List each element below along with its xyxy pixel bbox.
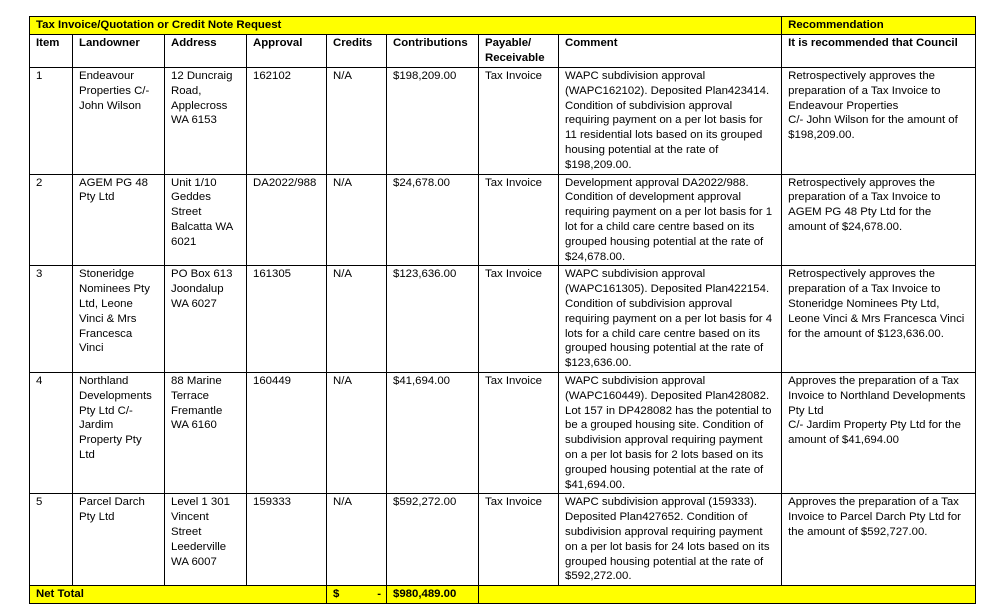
recommendation-title: Recommendation [782, 17, 976, 35]
table-title-row [30, 17, 976, 35]
row-contributions: $24,678.00 [387, 174, 479, 266]
row-payable: Tax Invoice [479, 266, 559, 373]
row-credits: N/A [327, 266, 387, 373]
row-approval: 161305 [247, 266, 327, 373]
col-header-contributions: Contributions [387, 35, 479, 68]
table-row [30, 174, 976, 266]
row-contributions: $198,209.00 [387, 68, 479, 175]
row-approval: 160449 [247, 372, 327, 493]
row-comment: WAPC subdivision approval (159333). Deposited Plan427652. Condition of subdivision approval requiring payment on a per lot basis for 24 lots based on its grouped housing potential at the rate of $592,272.00. [559, 494, 782, 586]
col-header-address: Address [165, 35, 247, 68]
col-header-payable: Payable/ Receivable [479, 35, 559, 68]
row-recommendation: Retrospectively approves the preparation of a Tax Invoice to Stoneridge Nominees Pty Ltd, Leone Vinci & Mrs Francesca Vinci for the amount of $123,636.00. [782, 266, 976, 373]
net-total-contributions: $980,489.00 [387, 586, 479, 604]
net-total-filler [479, 586, 976, 604]
table-row [30, 494, 976, 586]
net-total-row [30, 586, 976, 604]
row-item: 5 [30, 494, 73, 586]
row-address: PO Box 613 Joondalup WA 6027 [165, 266, 247, 373]
col-header-comment: Comment [559, 35, 782, 68]
net-total-credits [327, 586, 387, 604]
row-comment: WAPC subdivision approval (WAPC161305). Deposited Plan422154. Condition of subdivision approval requiring payment on a per lot basis for 4 lots for a child care centre based on its grouped housing potential at the rate of $123,636.00. [559, 266, 782, 373]
row-contributions: $592,272.00 [387, 494, 479, 586]
invoice-request-table-wrapper [29, 16, 976, 604]
row-approval: 159333 [247, 494, 327, 586]
row-comment: WAPC subdivision approval (WAPC162102). Deposited Plan423414. Condition of subdivision approval requiring payment on a per lot basis for 11 residential lots based on its grouped housing potential at the rate of $198,209.00. [559, 68, 782, 175]
row-landowner: Endeavour Properties C/- John Wilson [73, 68, 165, 175]
row-recommendation: Retrospectively approves the preparation of a Tax Invoice to Endeavour Properties C/- John Wilson for the amount of $198,209.00. [782, 68, 976, 175]
table-title: Tax Invoice/Quotation or Credit Note Request [30, 17, 782, 35]
row-comment: Development approval DA2022/988. Condition of development approval requiring payment on a per lot basis for 1 lot for a child care centre based on its grouped housing potential at the rate of $24,678.00. [559, 174, 782, 266]
row-payable: Tax Invoice [479, 494, 559, 586]
row-credits: N/A [327, 68, 387, 175]
row-address: Unit 1/10 Geddes Street Balcatta WA 6021 [165, 174, 247, 266]
row-address: Level 1 301 Vincent Street Leederville WA 6007 [165, 494, 247, 586]
row-item: 4 [30, 372, 73, 493]
row-payable: Tax Invoice [479, 174, 559, 266]
row-recommendation: Approves the preparation of a Tax Invoice to Northland Developments Pty Ltd C/- Jardim Property Pty Ltd for the amount of $41,694.00 [782, 372, 976, 493]
row-credits: N/A [327, 174, 387, 266]
row-payable: Tax Invoice [479, 372, 559, 493]
row-address: 12 Duncraig Road, Applecross WA 6153 [165, 68, 247, 175]
row-payable: Tax Invoice [479, 68, 559, 175]
row-contributions: $123,636.00 [387, 266, 479, 373]
row-item: 1 [30, 68, 73, 175]
row-recommendation: Retrospectively approves the preparation of a Tax Invoice to AGEM PG 48 Pty Ltd for the amount of $24,678.00. [782, 174, 976, 266]
col-header-item: Item [30, 35, 73, 68]
col-header-landowner: Landowner [73, 35, 165, 68]
row-approval: DA2022/988 [247, 174, 327, 266]
row-recommendation: Approves the preparation of a Tax Invoice to Parcel Darch Pty Ltd for the amount of $592,727.00. [782, 494, 976, 586]
net-total-credits-symbol: $ [333, 588, 340, 601]
row-address: 88 Marine Terrace Fremantle WA 6160 [165, 372, 247, 493]
net-total-label: Net Total [30, 586, 327, 604]
row-landowner: Stoneridge Nominees Pty Ltd, Leone Vinci & Mrs Francesca Vinci [73, 266, 165, 373]
row-comment: WAPC subdivision approval (WAPC160449). Deposited Plan428082. Lot 157 in DP428082 has the potential to be a grouped housing site. Condition of subdivision approval requiring payment on a per lot basis for 2 lots based on its grouped housing potential at the rate of $41,694.00. [559, 372, 782, 493]
row-credits: N/A [327, 372, 387, 493]
row-landowner: Parcel Darch Pty Ltd [73, 494, 165, 586]
row-landowner: Northland Developments Pty Ltd C/- Jardim Property Pty Ltd [73, 372, 165, 493]
col-header-recommendation: It is recommended that Council [782, 35, 976, 68]
invoice-request-table [29, 16, 976, 604]
table-row [30, 68, 976, 175]
row-approval: 162102 [247, 68, 327, 175]
net-total-credits-value: - [377, 588, 381, 601]
row-item: 3 [30, 266, 73, 373]
col-header-credits: Credits [327, 35, 387, 68]
col-header-approval: Approval [247, 35, 327, 68]
row-credits: N/A [327, 494, 387, 586]
column-header-row [30, 35, 976, 68]
table-row [30, 266, 976, 373]
row-landowner: AGEM PG 48 Pty Ltd [73, 174, 165, 266]
row-contributions: $41,694.00 [387, 372, 479, 493]
row-item: 2 [30, 174, 73, 266]
table-row [30, 372, 976, 493]
